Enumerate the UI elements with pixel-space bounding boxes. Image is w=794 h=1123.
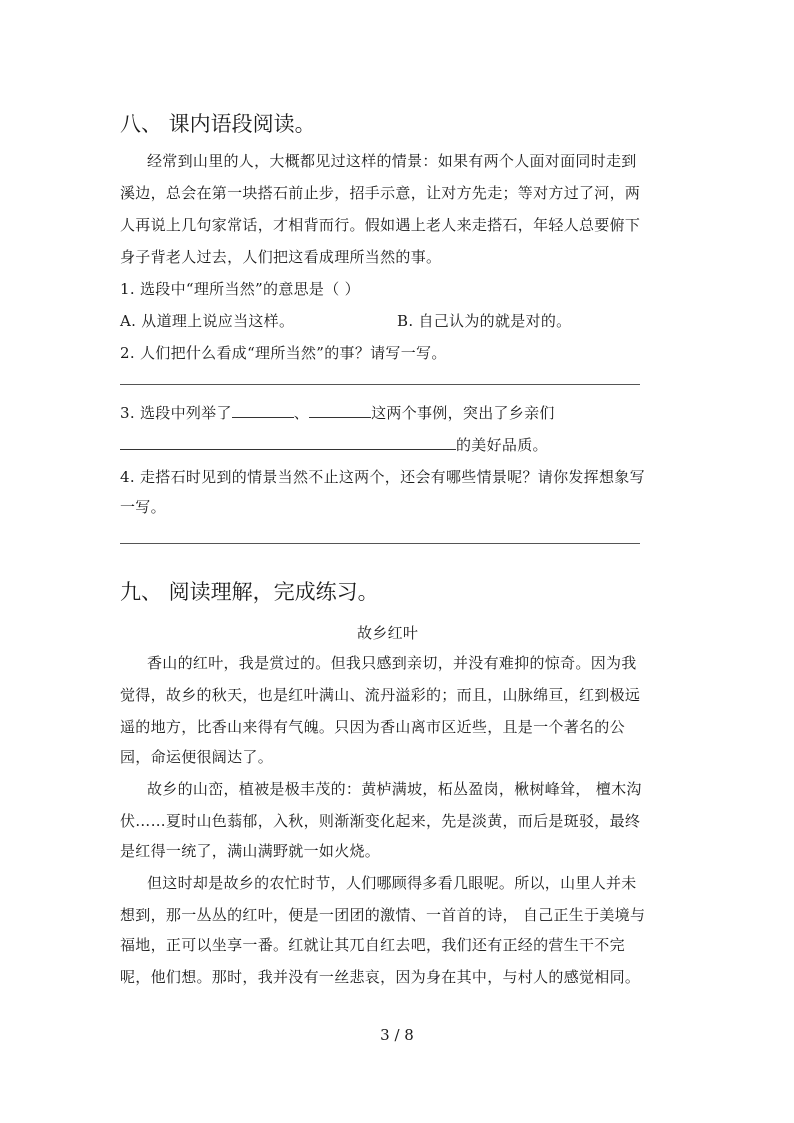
question-2: 2. 人们把什么看成“理所当然”的事？请写一写。: [120, 344, 447, 362]
article-line: 觉得，故乡的秋天，也是红叶满山、流丹溢彩的；而且，山脉绵亘，红到极远: [120, 686, 641, 704]
section-8-heading: 八、 课内语段阅读。: [120, 112, 316, 136]
article-line: 呢，他们想。那时，我并没有一丝悲哀，因为身在其中，与村人的感觉相同。: [120, 968, 641, 986]
answer-blank-1[interactable]: [232, 402, 294, 418]
q3-prefix: 3. 选段中列举了: [120, 404, 232, 422]
article-line: 是红得一统了，满山满野就一如火烧。: [120, 842, 381, 860]
question-1: 1. 选段中“理所当然”的意思是（ ）: [120, 280, 360, 298]
passage-line: 身子背老人过去，人们把这看成理所当然的事。: [120, 248, 442, 266]
passage-line: 经常到山里的人，大概都见过这样的情景：如果有两个人面对面同时走到: [147, 152, 637, 170]
article-line: 故乡的山峦，植被是极丰茂的：黄栌满坡，柘丛盈岗，楸树峰耸， 檀木沟: [147, 780, 642, 798]
passage-line: 溪边，总会在第一块搭石前止步，招手示意，让对方先走；等对方过了河，两: [120, 184, 641, 202]
q3-middle: 这两个事例，突出了乡亲们: [371, 404, 555, 422]
article-line: 香山的红叶，我是赏过的。但我只感到亲切，并没有难抑的惊奇。因为我: [147, 654, 637, 672]
q3-separator: 、: [293, 404, 310, 422]
article-line: 园，命运便很阔达了。: [120, 748, 274, 766]
article-line: 但这时却是故乡的农忙时节，人们哪顾得多看几眼呢。所以，山里人并未: [147, 874, 637, 892]
q1-option-a: A. 从道理上说应当这样。: [120, 312, 295, 330]
question-4-line2: 一写。: [120, 498, 166, 516]
section-9-heading: 九、 阅读理解，完成练习。: [120, 580, 379, 604]
q3-end: 的美好品质。: [456, 436, 548, 454]
question-3-line2: [120, 434, 548, 455]
answer-line-q4[interactable]: [120, 543, 640, 544]
answer-line-q2[interactable]: [120, 384, 640, 385]
article-line: 遥的地方，比香山来得有气魄。只因为香山离市区近些，且是一个著名的公: [120, 718, 625, 736]
article-line: 福地，正可以坐享一番。红就让其兀自红去吧，我们还有正经的营生干不完: [120, 936, 625, 954]
answer-blank-2[interactable]: [309, 402, 371, 418]
q1-option-b: B. 自己认为的就是对的。: [397, 312, 572, 330]
question-4-line1: 4. 走搭石时见到的情景当然不止这两个，还会有哪些情景呢？请你发挥想象写: [120, 468, 645, 486]
passage-line: 人再说上几句家常话，才相背而行。假如遇上老人来走搭石，年轻人总要俯下: [120, 216, 641, 234]
question-3-line1: [120, 402, 555, 423]
article-line: 想到，那一丛丛的红叶，便是一团团的激情、一首首的诗， 自己正生于美境与: [120, 906, 646, 924]
answer-blank-3[interactable]: [120, 434, 456, 450]
article-line: 伏……夏时山色蓊郁，入秋，则渐渐变化起来，先是淡黄，而后是斑驳，最终: [120, 812, 641, 830]
page-number: 3 / 8: [380, 1026, 414, 1044]
article-title: 故乡红叶: [357, 624, 419, 642]
